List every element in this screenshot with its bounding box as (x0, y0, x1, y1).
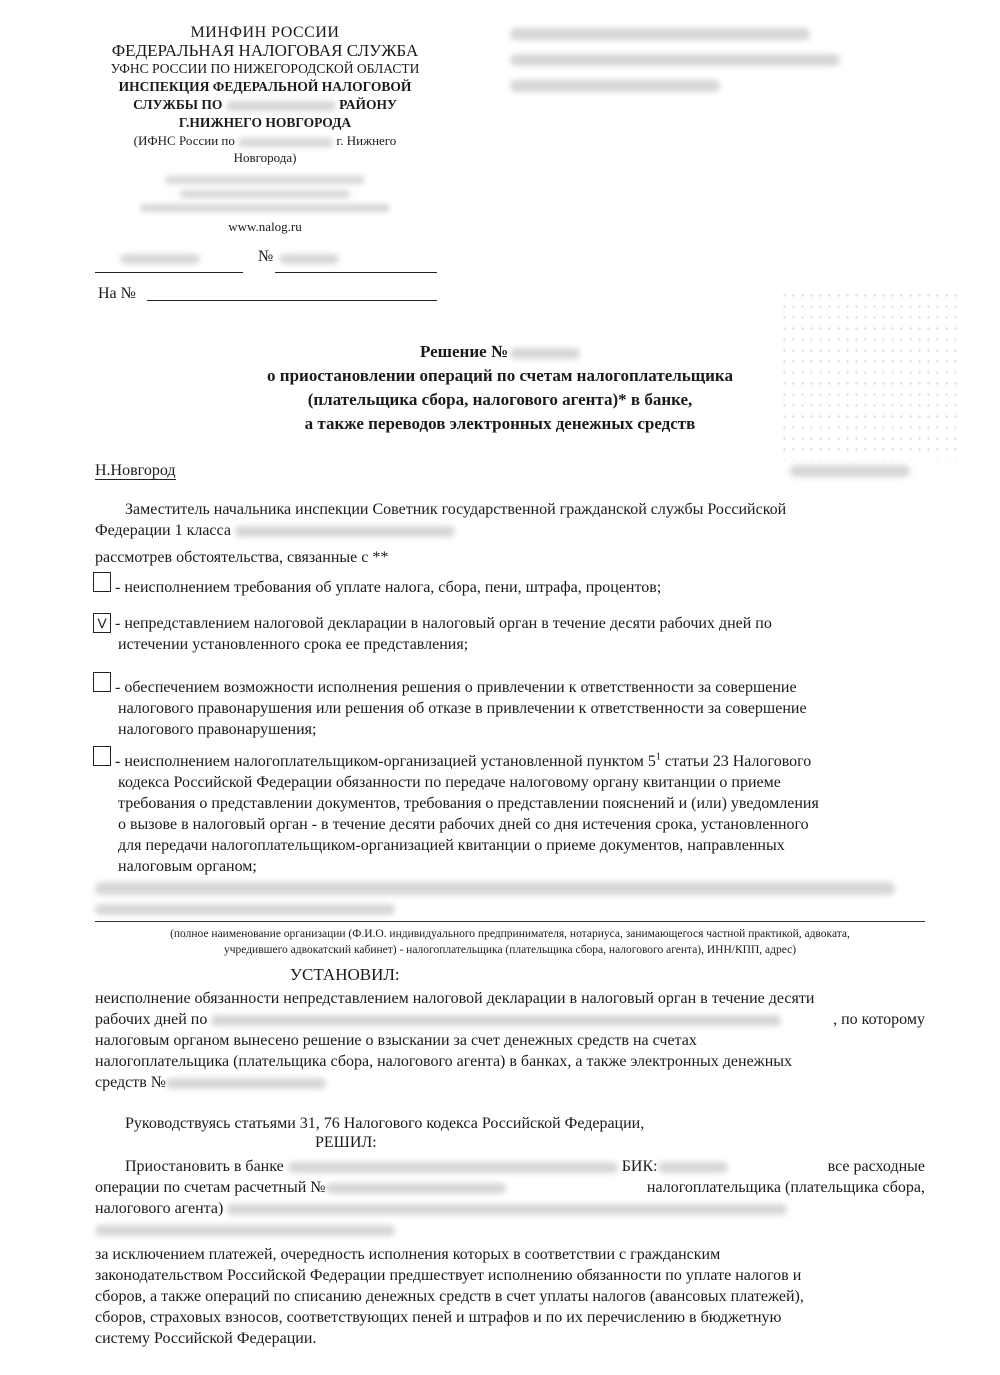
decided-line-3: налогового агента) (95, 1198, 925, 1219)
reason-text-3: - обеспечением возможности исполнения решения о привлечении к ответственности за совершение (115, 679, 797, 696)
final-line-3: сборов, а также операций по списанию денежных средств в счет уплаты налогов (авансовых платежей), (95, 1288, 804, 1305)
reference-label: На № (98, 285, 136, 302)
redacted-collection-number (166, 1078, 326, 1089)
reason-checkbox-4[interactable] (93, 746, 111, 766)
ufns-name: УФНС РОССИИ ПО НИЖЕГОРОДСКОЙ ОБЛАСТИ (110, 61, 420, 76)
reason-checkbox-1[interactable] (93, 572, 111, 592)
footnote-line-1: (полное наименование организации (Ф.И.О. индивидуального предпринимателя, нотариуса, занимающегося частной практикой, адвоката, (170, 928, 850, 940)
redacted-bik (658, 1162, 728, 1173)
reason-text-4-sup: 1 (655, 751, 661, 763)
taxpayer-footnote (95, 926, 925, 958)
decided-line-1: Приостановить в банке БИК: все расходные (125, 1158, 925, 1175)
reason-text-4-line-1: кодекса Российской Федерации обязанности по передаче налоговому органу квитанции о приеме (118, 774, 781, 791)
reason-text-3b: налогового правонарушения или решения об отказе в привлечении к ответственности за совершение (118, 700, 807, 717)
established-line-3: налоговым органом вынесено решение о взыскании за счет денежных средств на счетах (95, 1032, 697, 1049)
inspection-line-1: ИНСПЕКЦИЯ ФЕДЕРАЛЬНОЙ НАЛОГОВОЙ (118, 79, 412, 94)
service-name: ФЕДЕРАЛЬНАЯ НАЛОГОВАЯ СЛУЖБА (111, 41, 419, 60)
final-line-2: законодательством Российской Федерации предшествует исполнению обязанности по уплате налогов и (95, 1267, 802, 1284)
redacted-official-name (235, 526, 455, 537)
established-line-2: рабочих дней по , по которому (95, 1011, 925, 1028)
final-line-5: систему Российской Федерации. (95, 1330, 317, 1347)
reason-text-4-line-2: требования о представлении документов, требования о представлении пояснений и (или) уведомления (118, 795, 819, 812)
reason-text-4-line-3: о вызове в налоговый орган - в течение десяти рабочих дней со дня истечения срока, установленного (118, 816, 809, 833)
considered-line: рассмотрев обстоятельства, связанные с ** (95, 549, 389, 566)
reference-field (147, 300, 437, 301)
decided-line-3b (95, 1219, 925, 1240)
footnote-line-2: учредившего адвокатский кабинет) - налогоплательщика (плательщика сбора, налогового агента), ИНН/КПП, адрес) (223, 944, 797, 956)
number-field (275, 250, 437, 273)
inspection-line-3: Г.НИЖНЕГО НОВГОРОДА (178, 115, 352, 130)
decided-line-2: операции по счетам расчетный № налогоплательщика (плательщика сбора, (95, 1179, 925, 1196)
intro (95, 499, 910, 568)
intro-line-1: Заместитель начальника инспекции Советник государственной гражданской службы Российской (125, 501, 787, 518)
established-heading: УСТАНОВИЛ: (290, 965, 400, 984)
guided-line: Руководствуясь статьями 31, 76 Налогового кодекса Российской Федерации, (125, 1115, 645, 1132)
intro-line-2: Федерации 1 класса (95, 520, 910, 541)
reason-text-4: - неисполнением налогоплательщиком-организацией установленной пунктом 5 (115, 753, 656, 770)
redacted-account (326, 1183, 506, 1194)
redacted-taxpayer (95, 882, 925, 915)
title-line-2: о приостановлении операций по счетам налогоплательщика (267, 366, 733, 385)
reason-item-2 (93, 613, 923, 655)
reason-item-3 (93, 672, 923, 740)
established-line-5: средств № (95, 1072, 925, 1093)
established-line-4: налогоплательщика (плательщика сбора, налогового агента) в банках, а также электронных денежных (95, 1053, 793, 1070)
redacted-requirement (211, 1015, 781, 1026)
reason-item-1 (93, 572, 923, 598)
reason-text-2b: истечении установленного срока ее представления; (118, 636, 469, 653)
reason-text-2: - непредставлением налоговой декларации в налоговый орган в течение десяти рабочих дней по (115, 615, 772, 632)
established-line-1: неисполнение обязанности непредставлением налоговой декларации в налоговый орган в течение десяти (95, 990, 815, 1007)
reason-checkbox-3[interactable] (93, 672, 111, 692)
website: www.nalog.ru (228, 219, 302, 234)
redacted-decision-date (790, 462, 910, 480)
final-line-4: сборов, страховых взносов, соответствующих пеней и штрафов и по их перечислению в бюджетную (95, 1309, 782, 1326)
redacted-address-block (95, 176, 435, 212)
established-body (95, 988, 925, 1093)
redacted-decision-number (510, 348, 580, 359)
title-line-3: (плательщика сбора, налогового агента)* в банке, (307, 390, 693, 409)
title-line-4: а также переводов электронных денежных средств (304, 414, 696, 433)
issuer-header (95, 24, 435, 235)
decided-heading: РЕШИЛ: (315, 1134, 377, 1151)
number-label: № (258, 248, 274, 265)
reason-item-4 (93, 746, 923, 877)
decided-final (95, 1244, 925, 1349)
redacted-agent (227, 1204, 787, 1215)
inspection-short-name: (ИФНС России по г. Нижнего (133, 133, 397, 148)
date-field (95, 250, 243, 270)
place: Н.Новгород (95, 462, 176, 479)
final-line-1: за исключением платежей, очередность исполнения которых в соответствии с гражданским (95, 1246, 721, 1263)
redacted-short-district (238, 138, 333, 147)
title-line-1: Решение № (150, 340, 850, 364)
inspection-line-2: СЛУЖБЫ ПО РАЙОНУ (133, 97, 397, 112)
redacted-addressee (510, 28, 850, 106)
reason-text-1: - неисполнением требования об уплате налога, сбора, пени, штрафа, процентов; (115, 579, 662, 596)
taxpayer-line (95, 921, 925, 922)
redacted-bank (288, 1162, 618, 1173)
reason-text-3c: налогового правонарушения; (118, 721, 317, 738)
reason-text-4-line-4: для передачи налогоплательщиком-организацией квитанции о приеме документов, направленных (118, 837, 785, 854)
ministry-name: МИНФИН РОССИИ (190, 24, 340, 41)
redacted-district (226, 101, 336, 111)
document-title (150, 340, 850, 436)
reason-text-4-line-5: налоговым органом; (118, 858, 257, 875)
reason-checkbox-2[interactable]: V (93, 613, 111, 633)
reason-text-4-after: статьи 23 Налогового (660, 753, 812, 770)
inspection-short-name-2: Новгорода) (233, 150, 297, 165)
decided-body (95, 1156, 925, 1240)
